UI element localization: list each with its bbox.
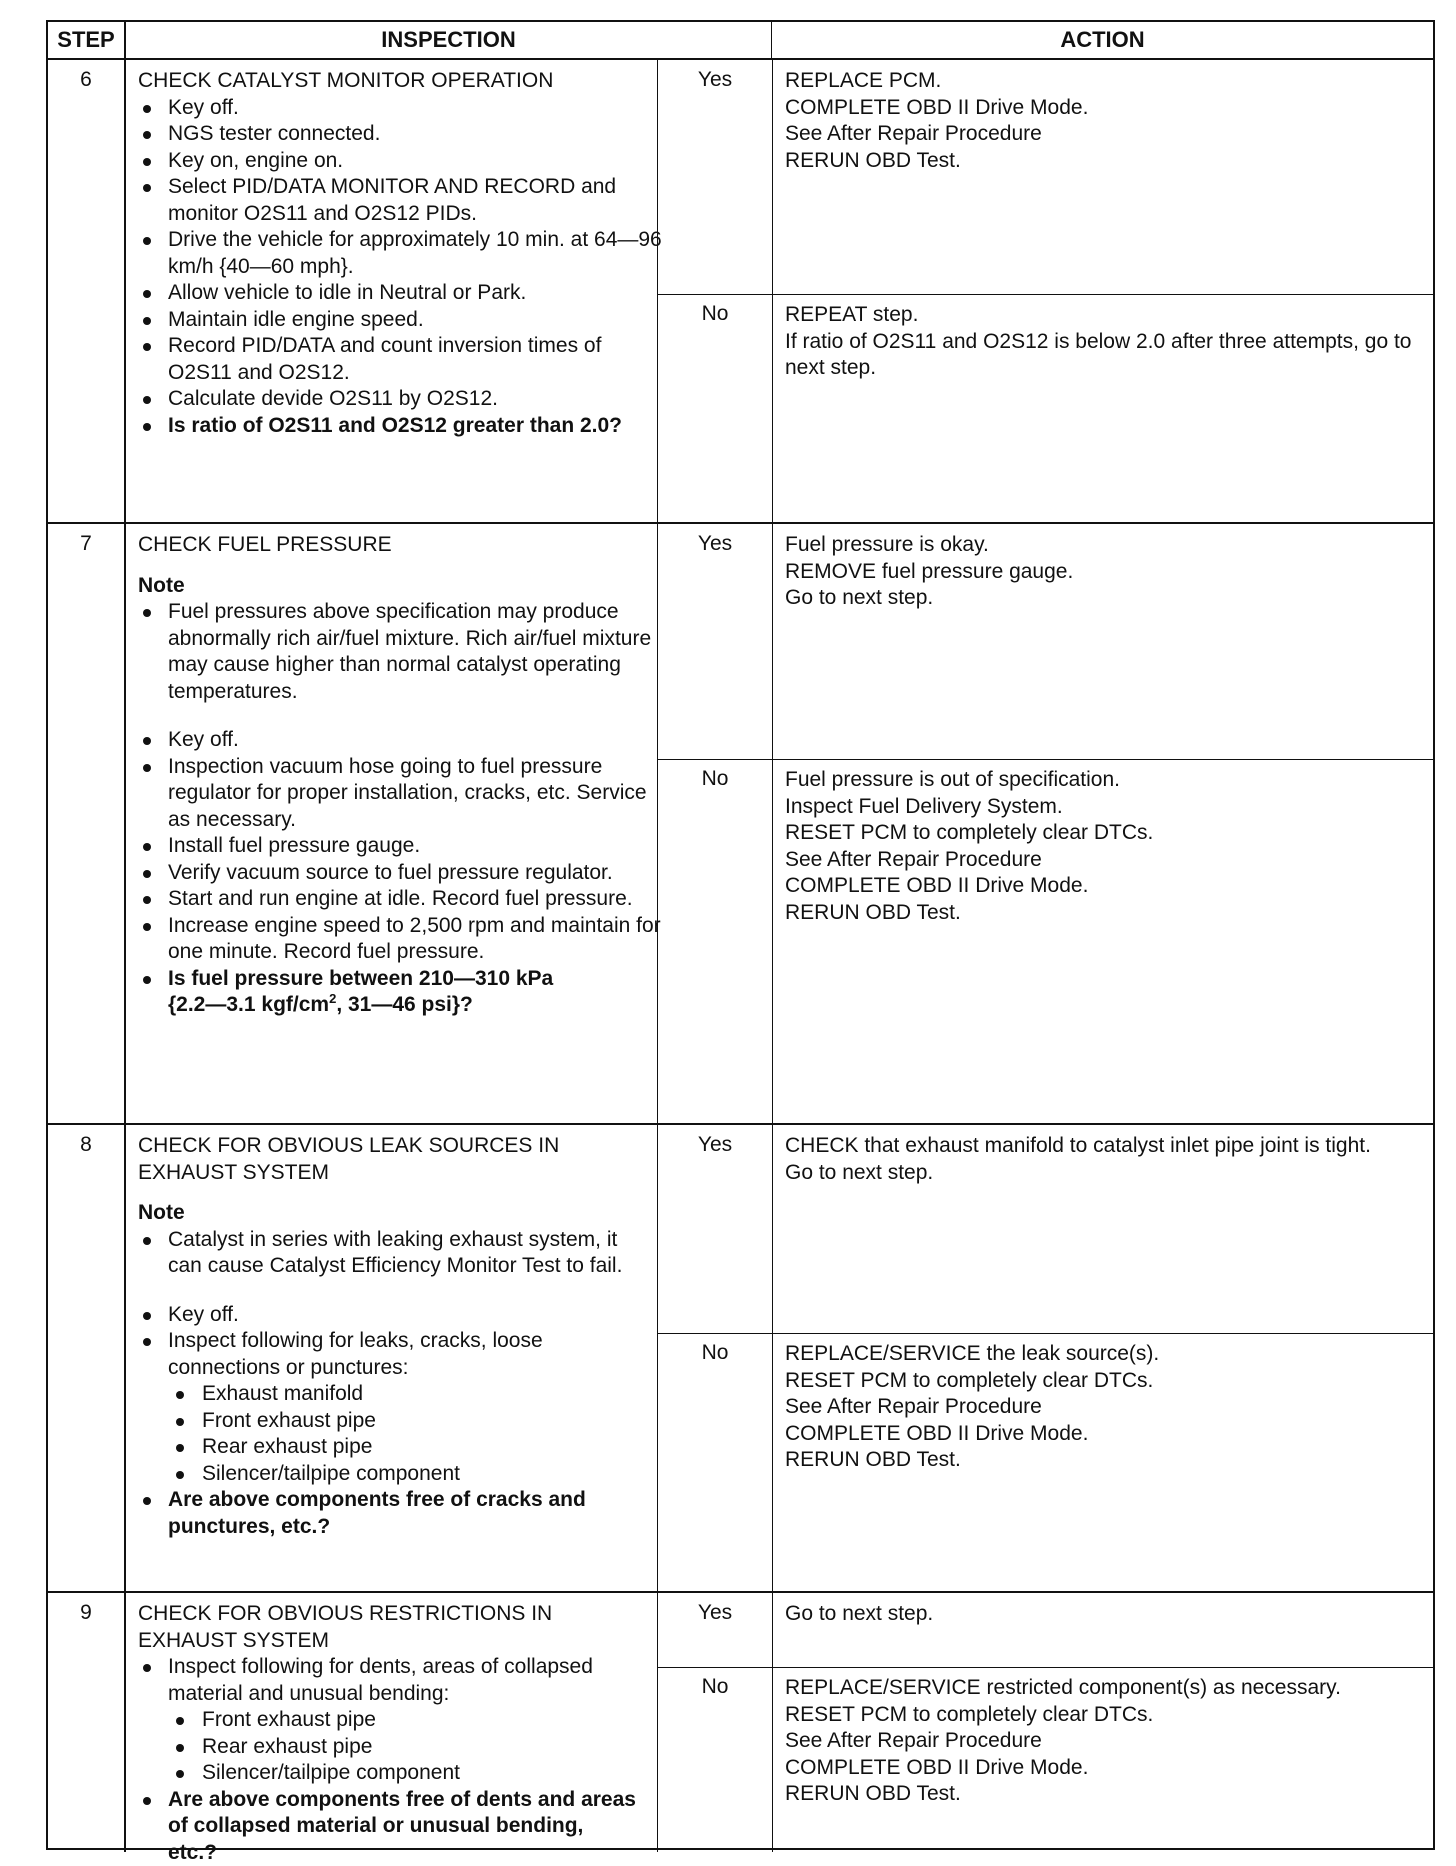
action-line: COMPLETE OBD II Drive Mode. — [785, 873, 1421, 900]
table-header — [48, 22, 1433, 60]
list-item: Record PID/DATA and count inversion times of O2S11 and O2S12. — [138, 333, 668, 386]
list-item: Inspection vacuum hose going to fuel pressure regulator for proper installation, cracks, etc. Service as necessary. — [138, 754, 668, 834]
action-line: Go to next step. — [785, 1160, 1421, 1187]
action-line: CHECK that exhaust manifold to catalyst inlet pipe joint is tight. — [785, 1133, 1421, 1160]
step-number: 7 — [48, 524, 124, 556]
yes-action — [773, 524, 1433, 612]
yes-no-divider — [657, 759, 1433, 760]
sub-list-item: Rear exhaust pipe — [138, 1734, 638, 1761]
yes-label: Yes — [658, 524, 772, 556]
inspection-question: Are above components free of cracks and punctures, etc.? — [138, 1487, 638, 1540]
yes-label: Yes — [658, 1125, 772, 1157]
action-line: REPLACE/SERVICE the leak source(s). — [785, 1341, 1421, 1368]
inspection-title: CHECK CATALYST MONITOR OPERATION — [138, 68, 668, 95]
table-row — [48, 1125, 1433, 1593]
list-item: Increase engine speed to 2,500 rpm and maintain for one minute. Record fuel pressure. — [138, 913, 668, 966]
action-line: See After Repair Procedure — [785, 847, 1421, 874]
inspection-cell — [126, 60, 703, 522]
list-item: Start and run engine at idle. Record fuel pressure. — [138, 886, 668, 913]
header-action: ACTION — [771, 22, 1433, 58]
note-label: Note — [138, 573, 668, 600]
inspection-list — [138, 727, 668, 1019]
action-cell — [773, 524, 1433, 1123]
list-item: Inspect following for leaks, cracks, loose connections or punctures: — [138, 1328, 638, 1381]
note-list — [138, 1227, 638, 1280]
yes-label: Yes — [658, 1593, 772, 1625]
no-action — [773, 759, 1433, 926]
inspection-cell — [126, 524, 703, 1123]
step-number: 8 — [48, 1125, 124, 1157]
header-inspection: INSPECTION — [126, 22, 771, 58]
list-item: Key off. — [138, 95, 668, 122]
action-line: COMPLETE OBD II Drive Mode. — [785, 1421, 1421, 1448]
no-label: No — [658, 294, 772, 326]
step-number: 6 — [48, 60, 124, 92]
yes-no-cell — [657, 1125, 773, 1591]
header-step: STEP — [48, 22, 126, 58]
note-item: Fuel pressures above specification may produce abnormally rich air/fuel mixture. Rich air/fuel mixture may cause higher than normal catalyst operating temperatures. — [138, 599, 668, 705]
step-number-cell — [48, 524, 126, 1123]
question-part: {2.2—3.1 kgf/cm — [168, 993, 329, 1016]
action-line: See After Repair Procedure — [785, 1394, 1421, 1421]
list-item: Inspect following for dents, areas of collapsed material and unusual bending: — [138, 1654, 638, 1707]
yes-no-cell — [657, 1593, 773, 1852]
step-number-cell — [48, 60, 126, 522]
note-list — [138, 599, 668, 705]
no-action — [773, 1333, 1433, 1474]
yes-no-divider — [657, 1333, 1433, 1334]
yes-action — [773, 1593, 1433, 1628]
sub-list-item: Silencer/tailpipe component — [138, 1760, 638, 1787]
action-line: Go to next step. — [785, 585, 1421, 612]
action-line: RESET PCM to completely clear DTCs. — [785, 1702, 1421, 1729]
question-part: Is fuel pressure between 210—310 kPa — [168, 967, 553, 990]
action-line: Fuel pressure is out of specification. — [785, 767, 1421, 794]
action-line: RERUN OBD Test. — [785, 900, 1421, 927]
inspection-cell — [126, 1125, 703, 1591]
action-line: Inspect Fuel Delivery System. — [785, 794, 1421, 821]
sub-list-item: Exhaust manifold — [138, 1381, 638, 1408]
action-line: REPEAT step. — [785, 302, 1421, 329]
list-item: Calculate devide O2S11 by O2S12. — [138, 386, 668, 413]
sub-list-item: Front exhaust pipe — [138, 1408, 638, 1435]
step-number-cell — [48, 1593, 126, 1852]
list-item: Key on, engine on. — [138, 148, 668, 175]
action-line: REMOVE fuel pressure gauge. — [785, 559, 1421, 586]
question-part: , 31—46 psi}? — [336, 993, 473, 1016]
inspection-title: CHECK FOR OBVIOUS LEAK SOURCES IN EXHAUST SYSTEM — [138, 1133, 638, 1186]
list-item: NGS tester connected. — [138, 121, 668, 148]
list-item: Allow vehicle to idle in Neutral or Park. — [138, 280, 668, 307]
list-item: Key off. — [138, 1302, 638, 1329]
list-item: Verify vacuum source to fuel pressure regulator. — [138, 860, 668, 887]
list-item: Select PID/DATA MONITOR AND RECORD and monitor O2S11 and O2S12 PIDs. — [138, 174, 668, 227]
inspection-list — [138, 1302, 638, 1541]
action-cell — [773, 1125, 1433, 1591]
list-item: Maintain idle engine speed. — [138, 307, 668, 334]
table-row — [48, 524, 1433, 1125]
action-line: REPLACE/SERVICE restricted component(s) as necessary. — [785, 1675, 1421, 1702]
action-line: See After Repair Procedure — [785, 1728, 1421, 1755]
action-line: Go to next step. — [785, 1601, 1421, 1628]
inspection-question — [138, 966, 668, 1019]
action-line: See After Repair Procedure — [785, 121, 1421, 148]
yes-label: Yes — [658, 60, 772, 92]
action-line: RERUN OBD Test. — [785, 1447, 1421, 1474]
yes-no-cell — [657, 524, 773, 1123]
no-label: No — [658, 759, 772, 791]
inspection-cell — [126, 1593, 703, 1852]
step-number-cell — [48, 1125, 126, 1591]
action-cell — [773, 60, 1433, 522]
yes-action — [773, 60, 1433, 174]
note-item: Catalyst in series with leaking exhaust system, it can cause Catalyst Efficiency Monitor Test to fail. — [138, 1227, 638, 1280]
no-action — [773, 294, 1433, 382]
inspection-list — [138, 95, 668, 440]
inspection-title: CHECK FOR OBVIOUS RESTRICTIONS IN EXHAUST SYSTEM — [138, 1601, 638, 1654]
diagnostic-table — [46, 20, 1435, 1850]
action-line: RESET PCM to completely clear DTCs. — [785, 1368, 1421, 1395]
action-line: RERUN OBD Test. — [785, 1781, 1421, 1808]
no-label: No — [658, 1333, 772, 1365]
action-cell — [773, 1593, 1433, 1852]
step-number: 9 — [48, 1593, 124, 1625]
action-line: Fuel pressure is okay. — [785, 532, 1421, 559]
no-action — [773, 1667, 1433, 1808]
list-item: Key off. — [138, 727, 668, 754]
list-item: Drive the vehicle for approximately 10 min. at 64—96 km/h {40—60 mph}. — [138, 227, 668, 280]
yes-no-divider — [657, 1667, 1433, 1668]
sub-list-item: Rear exhaust pipe — [138, 1434, 638, 1461]
action-line: REPLACE PCM. — [785, 68, 1421, 95]
action-line: If ratio of O2S11 and O2S12 is below 2.0 after three attempts, go to next step. — [785, 329, 1421, 382]
no-label: No — [658, 1667, 772, 1699]
sub-list-item: Silencer/tailpipe component — [138, 1461, 638, 1488]
question-superscript: 2 — [329, 991, 336, 1006]
table-row — [48, 1593, 1433, 1852]
yes-no-cell — [657, 60, 773, 522]
action-line: COMPLETE OBD II Drive Mode. — [785, 1755, 1421, 1782]
table-row — [48, 60, 1433, 524]
inspection-question: Are above components free of dents and areas of collapsed material or unusual bending, etc.? — [138, 1787, 638, 1866]
sub-list-item: Front exhaust pipe — [138, 1707, 638, 1734]
list-item: Install fuel pressure gauge. — [138, 833, 668, 860]
inspection-title: CHECK FUEL PRESSURE — [138, 532, 668, 559]
inspection-list — [138, 1654, 638, 1866]
yes-action — [773, 1125, 1433, 1186]
action-line: RESET PCM to completely clear DTCs. — [785, 820, 1421, 847]
yes-no-divider — [657, 294, 1433, 295]
inspection-question: Is ratio of O2S11 and O2S12 greater than 2.0? — [138, 413, 668, 440]
action-line: RERUN OBD Test. — [785, 148, 1421, 175]
note-label: Note — [138, 1200, 638, 1227]
action-line: COMPLETE OBD II Drive Mode. — [785, 95, 1421, 122]
